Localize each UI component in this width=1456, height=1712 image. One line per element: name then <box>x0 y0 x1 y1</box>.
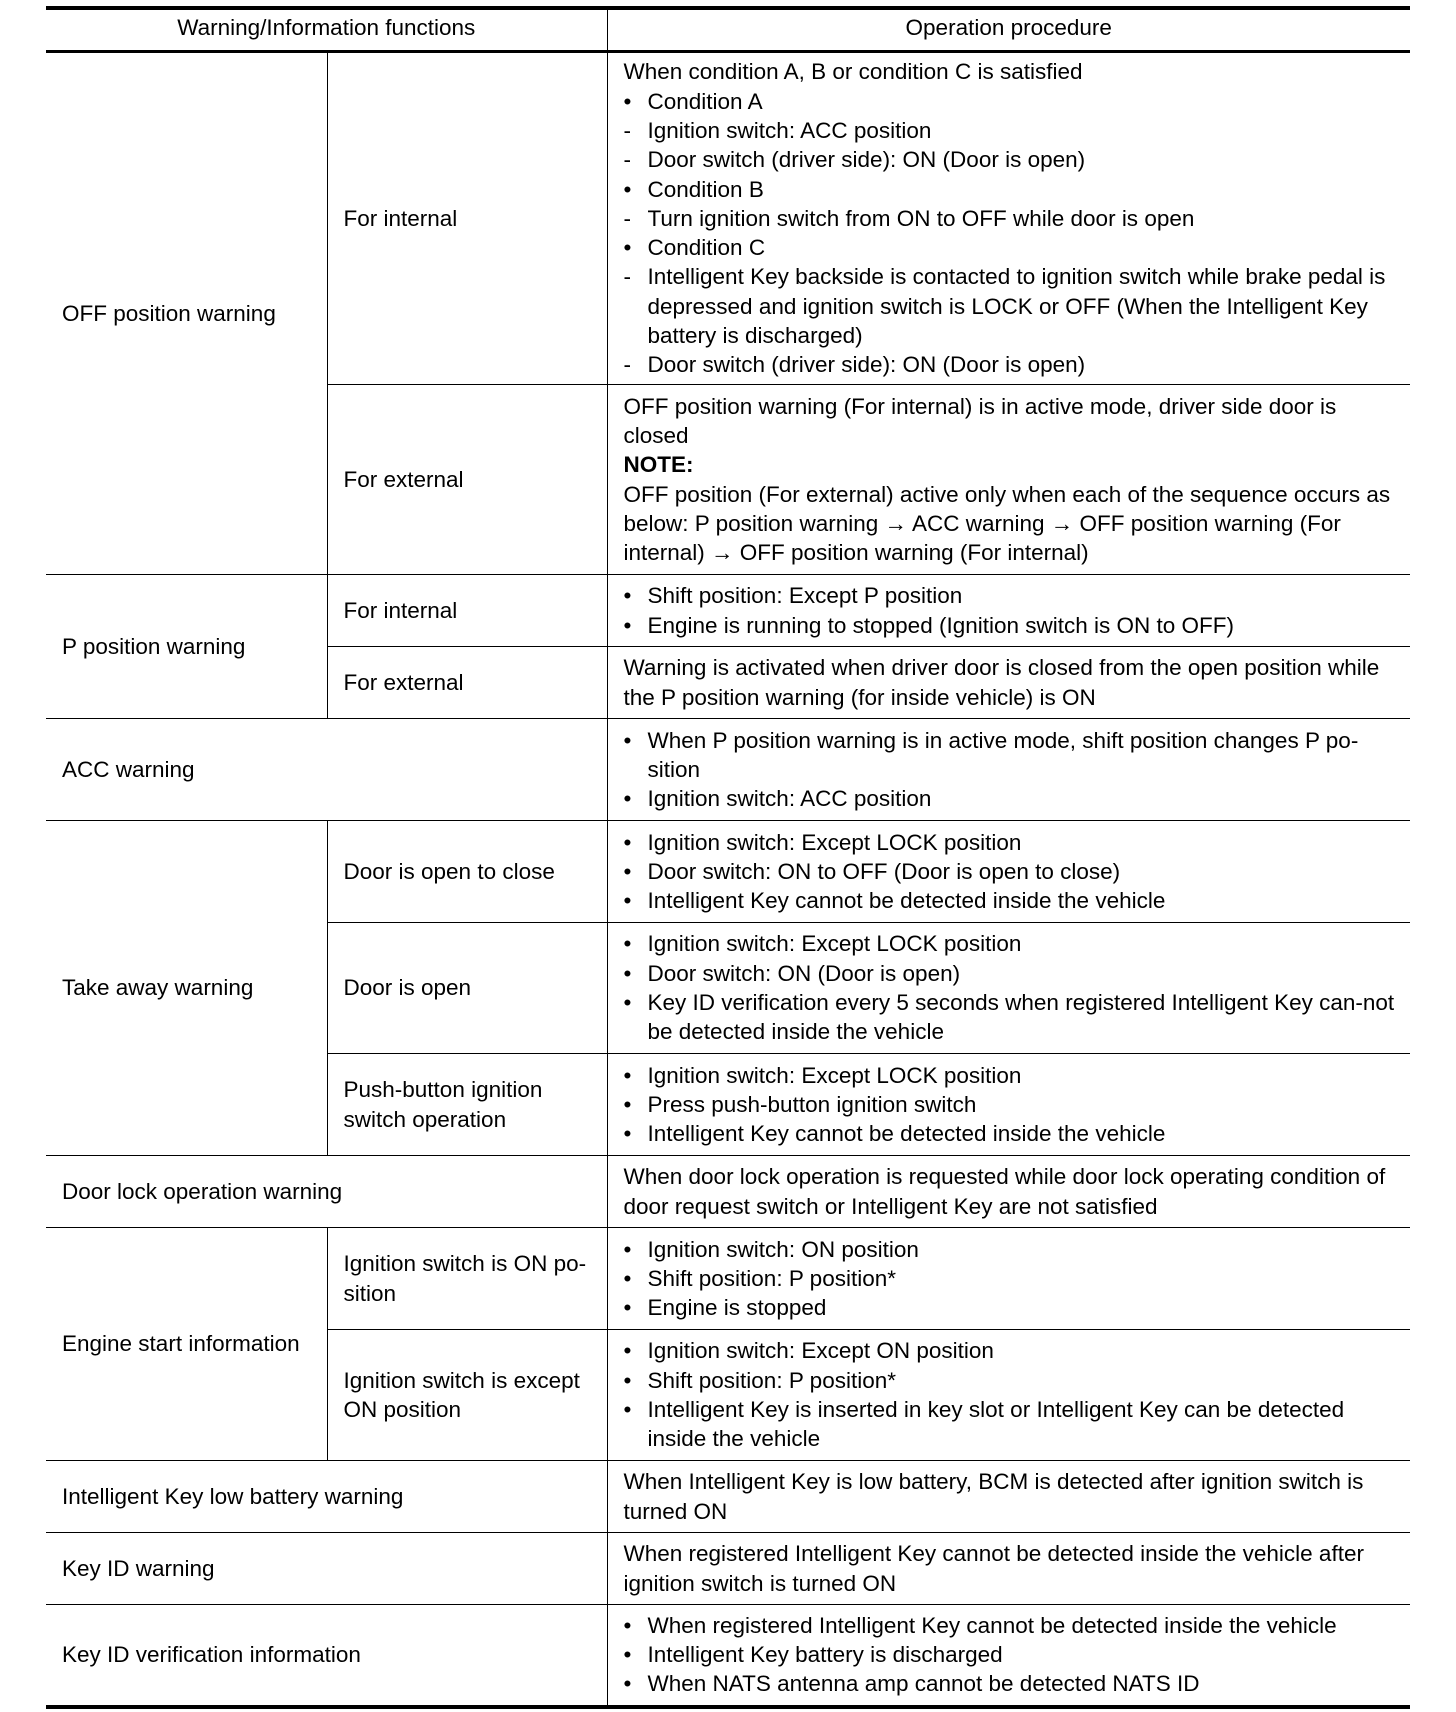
procedure-door-open <box>607 923 1410 1054</box>
procedure-off-internal <box>607 52 1410 385</box>
sub-label-p-internal: For internal <box>327 575 607 647</box>
procedure-acc <box>607 719 1410 821</box>
bullet-item: • Intelligent Key cannot be detected inside the vehicle <box>624 1119 1399 1148</box>
row-label-p-position: P position warning <box>46 575 327 719</box>
bullet-item: • When registered Intelligent Key cannot be detected inside the vehicle <box>624 1611 1399 1640</box>
table-row <box>46 1156 1410 1228</box>
dash-item: - Ignition switch: ACC position <box>624 116 1399 145</box>
procedure-p-internal <box>607 575 1410 647</box>
procedure-line: When condition A, B or condition C is satisfied <box>623 59 1083 85</box>
procedure-low-battery: When Intelligent Key is low battery, BCM is detected after ignition switch is turned ON <box>607 1461 1410 1533</box>
row-label-take-away: Take away warning <box>46 821 327 1156</box>
dash-item: - Turn ignition switch from ON to OFF while door is open <box>624 204 1399 233</box>
bullet-item: • Ignition switch: Except ON position <box>624 1336 1399 1365</box>
header-functions: Warning/Information functions <box>46 8 607 52</box>
note-text: OFF position (For external) active only when each of the sequence occurs as below: P position warning → ACC warning → OFF position warning (For internal) → OFF position warning (For internal) <box>623 481 1391 566</box>
bullet-item: • Ignition switch: ACC position <box>624 784 1399 813</box>
row-label-key-id: Key ID warning <box>46 1533 607 1605</box>
sub-label-ignition-except-on: Ignition switch is except ON position <box>327 1330 607 1461</box>
sub-label-door-open: Door is open <box>327 923 607 1054</box>
table-row <box>46 821 1410 923</box>
row-label-door-lock: Door lock operation warning <box>46 1156 607 1228</box>
table-row <box>46 1461 1410 1533</box>
sub-label-off-internal: For internal <box>327 52 607 385</box>
procedure-ignition-except-on <box>607 1330 1410 1461</box>
table-row <box>46 1605 1410 1707</box>
bullet-item: • Engine is stopped <box>624 1293 1399 1322</box>
sub-label-open-to-close: Door is open to close <box>327 821 607 923</box>
procedure-door-lock: When door lock operation is requested while door lock operating condition of door request switch or Intelligent Key are not satisfied <box>607 1156 1410 1228</box>
bullet-item: • Condition A <box>624 87 1399 116</box>
bullet-item: • Intelligent Key is inserted in key slot or Intelligent Key can be detected inside the vehicle <box>624 1395 1399 1454</box>
bullet-item: • Ignition switch: ON position <box>624 1235 1399 1264</box>
bullet-item: • Condition C <box>624 233 1399 262</box>
procedure-line: OFF position warning (For internal) is in active mode, driver side door is closed <box>623 393 1337 448</box>
row-label-off-position: OFF position warning <box>46 52 327 575</box>
bullet-item: • Press push-button ignition switch <box>624 1090 1399 1119</box>
table-row <box>46 1533 1410 1605</box>
procedure-key-id: When registered Intelligent Key cannot be detected inside the vehicle after ignition switch is turned ON <box>607 1533 1410 1605</box>
note-label: NOTE: <box>623 452 694 478</box>
table-header-row <box>46 8 1410 52</box>
table-row <box>46 719 1410 821</box>
procedure-ignition-on <box>607 1228 1410 1330</box>
warning-function-table <box>46 6 1410 1709</box>
bullet-item: • Condition B <box>624 175 1399 204</box>
bullet-item: • When NATS antenna amp cannot be detected NATS ID <box>624 1669 1399 1698</box>
row-label-acc: ACC warning <box>46 719 607 821</box>
sub-label-p-external: For external <box>327 647 607 719</box>
bullet-item: • When P position warning is in active mode, shift position changes P po-sition <box>624 726 1399 785</box>
bullet-item: • Door switch: ON (Door is open) <box>624 959 1399 988</box>
header-procedure: Operation procedure <box>607 8 1410 52</box>
dash-item: - Door switch (driver side): ON (Door is open) <box>624 145 1399 174</box>
row-label-key-id-verification: Key ID verification information <box>46 1605 607 1707</box>
bullet-item: • Engine is running to stopped (Ignition switch is ON to OFF) <box>624 611 1399 640</box>
sub-label-push-button: Push-button ignition switch operation <box>327 1054 607 1156</box>
bullet-item: • Shift position: Except P position <box>624 581 1399 610</box>
bullet-item: • Ignition switch: Except LOCK position <box>624 1061 1399 1090</box>
dash-item: - Intelligent Key backside is contacted to ignition switch while brake pedal is depressed and ignition switch is LOCK or OFF (When the Intelligent Key battery is discharged) <box>624 262 1399 350</box>
table-row <box>46 575 1410 647</box>
procedure-off-external <box>607 385 1410 575</box>
procedure-key-id-verification <box>607 1605 1410 1707</box>
bullet-item: • Ignition switch: Except LOCK position <box>624 828 1399 857</box>
row-label-engine-start: Engine start information <box>46 1228 327 1461</box>
table-row <box>46 1228 1410 1330</box>
bullet-item: • Key ID verification every 5 seconds when registered Intelligent Key can-not be detected inside the vehicle <box>624 988 1399 1047</box>
sub-label-off-external: For external <box>327 385 607 575</box>
dash-item: - Door switch (driver side): ON (Door is open) <box>624 350 1399 379</box>
procedure-open-to-close <box>607 821 1410 923</box>
procedure-p-external: Warning is activated when driver door is closed from the open position while the P position warning (for inside vehicle) is ON <box>607 647 1410 719</box>
sub-label-ignition-on: Ignition switch is ON po-sition <box>327 1228 607 1330</box>
row-label-low-battery: Intelligent Key low battery warning <box>46 1461 607 1533</box>
bullet-item: • Intelligent Key battery is discharged <box>624 1640 1399 1669</box>
bullet-item: • Shift position: P position* <box>624 1366 1399 1395</box>
table-row <box>46 52 1410 385</box>
procedure-push-button <box>607 1054 1410 1156</box>
bullet-item: • Door switch: ON to OFF (Door is open to close) <box>624 857 1399 886</box>
bullet-item: • Ignition switch: Except LOCK position <box>624 929 1399 958</box>
bullet-item: • Intelligent Key cannot be detected inside the vehicle <box>624 886 1399 915</box>
bullet-item: • Shift position: P position* <box>624 1264 1399 1293</box>
